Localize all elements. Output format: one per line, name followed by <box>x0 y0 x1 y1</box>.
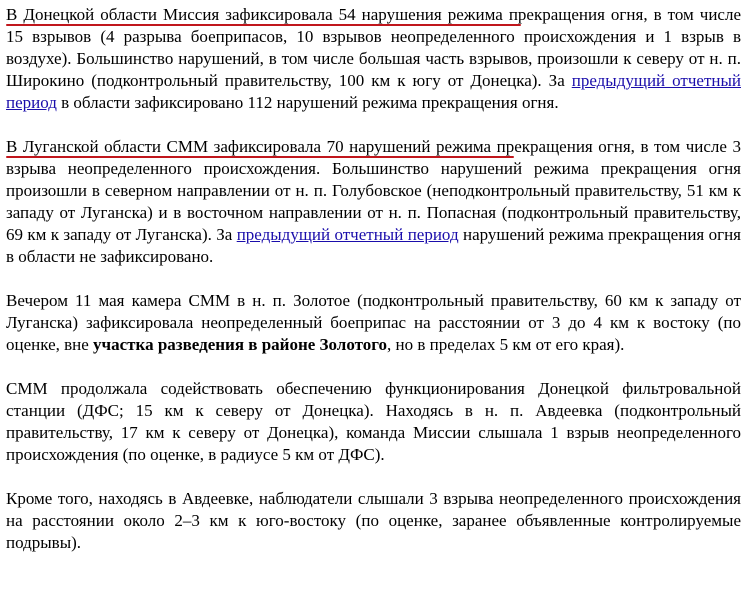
paragraph-text: В Луганской области СММ зафиксировала 70 нарушений режима прекращения огня, в том числе 3 взрыва неопределенного происхождения. Большинство нарушений режима прекращения огня произошли в северном направлении от н. п. Голубовское (неподконтрольный правительству, 51 км к западу от Луганска) и в восточном направлении от н. п. Попасная (подконтрольный правительству, 69 км к западу от Луганска). За <box>6 137 741 244</box>
previous-period-link[interactable]: предыдущий отчетный период <box>236 225 459 244</box>
paragraph-dfs <box>6 378 741 466</box>
paragraph-luhansk <box>6 136 741 268</box>
paragraph-zolote <box>6 290 741 356</box>
paragraph-text: в области зафиксировано 112 нарушений режима прекращения огня. <box>56 93 559 112</box>
red-underline-mark <box>6 24 521 26</box>
paragraph-text: , но в пределах 5 км от его края). <box>387 335 625 354</box>
bold-phrase: участка разведения в районе Золотого <box>93 335 388 354</box>
paragraph-text: Вечером 11 мая камера СММ в н. п. Золотое (подконтрольный правительству, 60 км к западу от Луганска) зафиксировала неопределенный боеприпас на расстоянии от 3 до 4 км к востоку (по оценке, вне <box>6 291 741 354</box>
previous-period-link[interactable]: предыдущий отчетный период <box>6 71 741 112</box>
paragraph-avdiivka <box>6 488 741 554</box>
document-body <box>6 4 741 554</box>
red-underline-mark <box>6 156 514 158</box>
paragraph-text: СММ продолжала содействовать обеспечению функционирования Донецкой фильтровальной станции (ДФС; 15 км к северу от Донецка). Находясь в н. п. Авдеевка (подконтрольный правительству, 17 км к северу от Донецка), команда Миссии слышала 1 взрыв неопределенного происхождения (по оценке, в радиусе 5 км от ДФС). <box>6 379 741 464</box>
paragraph-donetsk <box>6 4 741 114</box>
paragraph-text: Кроме того, находясь в Авдеевке, наблюдатели слышали 3 взрыва неопределенного происхождения на расстоянии около 2–3 км к юго-востоку (по оценке, заранее объявленные контролируемые подрывы). <box>6 489 741 552</box>
paragraph-text: В Донецкой области Миссия зафиксировала 54 нарушения режима прекращения огня, в том числе 15 взрывов (4 разрыва боеприпасов, 10 взрывов неопределенного происхождения и 1 взрыв в воздухе). Большинство нарушений, в том числе большая часть взрывов, произошли к северу от н. п. Широкино (подконтрольный правительству, 100 км к югу от Донецка). За <box>6 5 741 90</box>
paragraph-text: нарушений режима прекращения огня в области не зафиксировано. <box>6 225 741 266</box>
